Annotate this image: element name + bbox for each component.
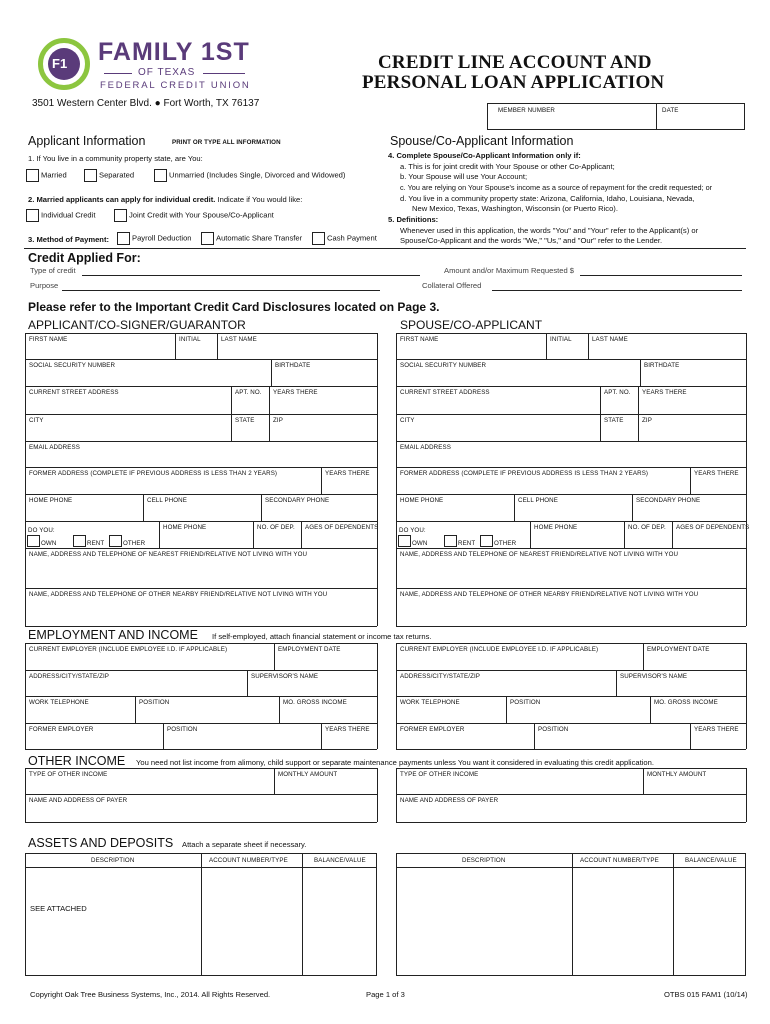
unmarried-label: Unmarried (Includes Single, Divorced and Widowed): [169, 170, 346, 180]
applicant-former-address[interactable]: [25, 467, 321, 494]
spouse-assets-account-header: ACCOUNT NUMBER/TYPE: [580, 857, 659, 864]
spouse-initial[interactable]: [546, 333, 588, 359]
applicant-rent-label: RENT: [87, 540, 105, 547]
def2: Spouse/Co-Applicant and the words "We," "Us," and "Our" refer to the Lender.: [400, 236, 663, 245]
applicant-ages-dep-label: AGES OF DEPENDENTS: [305, 524, 379, 531]
def1: Whenever used in this application, the words "You" and "Your" refer to the Applicant(s) or: [400, 226, 699, 235]
spouse-supervisor[interactable]: [616, 670, 746, 696]
spouse-ages-dep[interactable]: [672, 521, 750, 548]
applicant-supervisor-label: SUPERVISOR'S NAME: [251, 673, 319, 680]
spouse-cell-phone[interactable]: [514, 494, 632, 521]
spouse-heading: SPOUSE/CO-APPLICANT: [400, 318, 543, 332]
applicant-email-label: EMAIL ADDRESS: [29, 444, 80, 451]
applicant-former-position[interactable]: [163, 723, 321, 749]
applicant-other-income-type[interactable]: [25, 768, 274, 794]
spouse-former-position[interactable]: [534, 723, 690, 749]
spouse-supervisor-label: SUPERVISOR'S NAME: [620, 673, 688, 680]
spouse-birthdate-label: BIRTHDATE: [644, 362, 680, 369]
applicant-do-you-label: DO YOU:: [28, 527, 55, 534]
type-of-credit-label: Type of credit: [30, 266, 76, 275]
spouse-secondary-phone[interactable]: [632, 494, 746, 521]
applicant-former-emp-years-label: YEARS THERE: [325, 726, 370, 733]
applicant-initial[interactable]: [175, 333, 217, 359]
page-number: Page 1 of 3: [366, 990, 405, 999]
spouse-other-label: OTHER: [494, 540, 517, 547]
spouse-assets-table[interactable]: [396, 853, 746, 976]
collateral-field[interactable]: [492, 290, 742, 291]
other-income-heading: OTHER INCOME: [28, 754, 126, 768]
spouse-email[interactable]: [396, 441, 746, 467]
applicant-former-years-label: YEARS THERE: [325, 470, 370, 477]
spouse-position-label: POSITION: [510, 699, 541, 706]
logo-badge: [38, 38, 90, 90]
spouse-home-phone-2[interactable]: [530, 521, 624, 548]
spouse-former-position-label: POSITION: [538, 726, 569, 733]
applicant-last-name-label: LAST NAME: [221, 336, 257, 343]
spouse-ages-dep-label: AGES OF DEPENDENTS: [676, 524, 750, 531]
spouse-former-employer[interactable]: [396, 723, 534, 749]
applicant-emp-right-border: [377, 643, 378, 749]
spouse-assets-balance-header: BALANCE/VALUE: [685, 857, 737, 864]
spouse-emp-address[interactable]: [396, 670, 616, 696]
spouse-monthly-amount-label: MONTHLY AMOUNT: [647, 771, 707, 778]
spouse-info-heading: Spouse/Co-Applicant Information: [390, 134, 574, 148]
applicant-former-position-label: POSITION: [167, 726, 198, 733]
applicant-assets-col1: [201, 853, 202, 976]
joint-checkbox[interactable]: [114, 209, 127, 222]
spouse-former-years-label: YEARS THERE: [694, 470, 739, 477]
applicant-home-phone[interactable]: [25, 494, 143, 521]
applicant-position-label: POSITION: [139, 699, 170, 706]
applicant-email[interactable]: [25, 441, 377, 467]
applicant-gross-income-label: MO. GROSS INCOME: [283, 699, 347, 706]
spouse-zip-label: ZIP: [642, 417, 652, 424]
applicant-current-employer-label: CURRENT EMPLOYER (INCLUDE EMPLOYEE I.D. IF APPLICABLE): [29, 646, 228, 653]
employment-note: If self-employed, attach financial statement or income tax returns.: [212, 632, 432, 641]
purpose-label: Purpose: [30, 281, 59, 290]
applicant-former-address-label: FORMER ADDRESS (COMPLETE IF PREVIOUS ADDRESS IS LESS THAN 2 YEARS): [29, 470, 278, 477]
spouse-apt-label: APT. NO.: [604, 389, 631, 396]
married-label: Married: [41, 170, 67, 180]
applicant-street-label: CURRENT STREET ADDRESS: [29, 389, 119, 396]
spouse-other-income-type[interactable]: [396, 768, 643, 794]
type-of-credit-field[interactable]: [82, 275, 420, 276]
unmarried-checkbox[interactable]: [154, 169, 167, 182]
spouse-city-label: CITY: [400, 417, 415, 424]
disclosure-note: Please refer to the Important Credit Card Disclosures located on Page 3.: [28, 300, 440, 314]
applicant-no-dep-label: NO. OF DEP.: [257, 524, 295, 531]
applicant-payer[interactable]: [25, 794, 377, 822]
q5-text: 5. Definitions:: [388, 215, 439, 224]
spouse-other-relative-label: NAME, ADDRESS AND TELEPHONE OF OTHER NEARBY FRIEND/RELATIVE NOT LIVING WITH YOU: [400, 591, 699, 598]
credit-applied-heading: Credit Applied For:: [28, 251, 141, 265]
spouse-grid-bottom-border: [396, 626, 746, 627]
amount-label: Amount and/or Maximum Requested $: [444, 266, 575, 275]
spouse-street[interactable]: [396, 386, 600, 414]
applicant-zip-label: ZIP: [273, 417, 283, 424]
separated-checkbox[interactable]: [84, 169, 97, 182]
spouse-birthdate[interactable]: [640, 359, 746, 386]
spouse-assets-header-line: [396, 867, 746, 868]
applicant-home-phone-label: HOME PHONE: [29, 497, 73, 504]
spouse-initial-label: INITIAL: [550, 336, 572, 343]
spouse-gross-income-label: MO. GROSS INCOME: [654, 699, 718, 706]
q4-d1: d. You live in a community property state: Arizona, California, Idaho, Louisiana, Nevada,: [400, 194, 695, 203]
applicant-assets-balance-header: BALANCE/VALUE: [314, 857, 366, 864]
q4-a: a. This is for joint credit with Your Spouse or other Co-Applicant;: [400, 162, 615, 171]
spouse-former-address[interactable]: [396, 467, 690, 494]
spouse-other-relative[interactable]: [396, 588, 746, 626]
spouse-home-phone-2-label: HOME PHONE: [534, 524, 578, 531]
applicant-ages-dep[interactable]: [301, 521, 377, 548]
applicant-nearest-relative-label: NAME, ADDRESS AND TELEPHONE OF NEAREST FRIEND/RELATIVE NOT LIVING WITH YOU: [29, 551, 308, 558]
spouse-city[interactable]: [396, 414, 600, 441]
logo-badge-text: F1: [52, 56, 68, 71]
applicant-employment-date[interactable]: [274, 643, 377, 670]
applicant-oi-right-border: [377, 768, 378, 822]
individual-checkbox[interactable]: [26, 209, 39, 222]
applicant-ssn-label: SOCIAL SECURITY NUMBER: [29, 362, 116, 369]
applicant-last-name[interactable]: [217, 333, 377, 359]
other-income-note: You need not list income from alimony, child support or separate maintenance payments unless You want it considered in evaluating this credit application.: [136, 758, 654, 767]
spouse-former-years[interactable]: [690, 467, 746, 494]
form-title-line2: PERSONAL LOAN APPLICATION: [362, 72, 665, 93]
applicant-cell-phone-label: CELL PHONE: [147, 497, 187, 504]
spouse-rent-checkbox[interactable]: [444, 535, 457, 547]
applicant-info-heading: Applicant Information: [28, 134, 146, 148]
spouse-zip[interactable]: [638, 414, 746, 441]
applicant-other-label: OTHER: [123, 540, 146, 547]
spouse-gross-income[interactable]: [650, 696, 746, 723]
applicant-monthly-amount[interactable]: [274, 768, 377, 794]
applicant-zip[interactable]: [269, 414, 377, 441]
unmarried-option[interactable]: [154, 169, 345, 182]
applicant-see-attached: SEE ATTACHED: [30, 904, 87, 913]
applicant-secondary-phone-label: SECONDARY PHONE: [265, 497, 330, 504]
spouse-home-phone-label: HOME PHONE: [400, 497, 444, 504]
spouse-years-there-label: YEARS THERE: [642, 389, 687, 396]
spouse-secondary-phone-label: SECONDARY PHONE: [636, 497, 701, 504]
applicant-own-checkbox[interactable]: [27, 535, 40, 547]
amount-field[interactable]: [580, 275, 742, 276]
logo-rule-right: [203, 73, 245, 74]
copyright: Copyright Oak Tree Business Systems, Inc., 2014. All Rights Reserved.: [30, 990, 271, 999]
form-id: OTBS 015 FAM1 (10/14): [664, 990, 748, 999]
spouse-payer[interactable]: [396, 794, 746, 822]
applicant-position[interactable]: [135, 696, 279, 723]
spouse-current-employer[interactable]: [396, 643, 643, 670]
applicant-home-phone-2-label: HOME PHONE: [163, 524, 207, 531]
spouse-cell-phone-label: CELL PHONE: [518, 497, 558, 504]
q4-d2: New Mexico, Texas, Washington, Wisconsin (or Puerto Rico).: [412, 204, 618, 213]
purpose-field[interactable]: [62, 290, 380, 291]
spouse-oi-right-border: [746, 768, 747, 822]
auto-transfer-label: Automatic Share Transfer: [216, 233, 303, 243]
spouse-former-emp-years[interactable]: [690, 723, 746, 749]
cash-label: Cash Payment: [327, 233, 377, 243]
q2-bold: 2. Married applicants can apply for individual credit.: [28, 195, 216, 204]
joint-label: Joint Credit with Your Spouse/Co-Applicant: [129, 210, 274, 220]
spouse-other-checkbox[interactable]: [480, 535, 493, 547]
applicant-rent-checkbox[interactable]: [73, 535, 86, 547]
logo-rule-left: [104, 73, 132, 74]
applicant-secondary-phone[interactable]: [261, 494, 377, 521]
payroll-option[interactable]: [117, 232, 192, 245]
spouse-last-name-label: LAST NAME: [592, 336, 628, 343]
applicant-years-there-label: YEARS THERE: [273, 389, 318, 396]
logo-main: FAMILY 1ST: [98, 38, 250, 66]
spouse-first-name[interactable]: [396, 333, 546, 359]
cash-option[interactable]: [312, 232, 377, 245]
logo-mid: OF TEXAS: [138, 67, 196, 78]
q2-text: [28, 195, 302, 204]
applicant-ssn[interactable]: [25, 359, 271, 386]
employment-heading: EMPLOYMENT AND INCOME: [28, 628, 198, 642]
applicant-emp-address[interactable]: [25, 670, 247, 696]
applicant-state[interactable]: [231, 414, 269, 441]
spouse-other-income-type-label: TYPE OF OTHER INCOME: [400, 771, 479, 778]
applicant-current-employer[interactable]: [25, 643, 274, 670]
spouse-own-checkbox[interactable]: [398, 535, 411, 547]
spouse-employment-date-label: EMPLOYMENT DATE: [647, 646, 710, 653]
spouse-current-employer-label: CURRENT EMPLOYER (INCLUDE EMPLOYEE I.D. IF APPLICABLE): [400, 646, 599, 653]
spouse-assets-description-header: DESCRIPTION: [462, 857, 506, 864]
address: 3501 Western Center Blvd. ● Fort Worth, TX 76137: [32, 98, 260, 109]
applicant-other-checkbox[interactable]: [109, 535, 122, 547]
spouse-assets-col1: [572, 853, 573, 976]
applicant-oi-bottom-border: [25, 822, 377, 823]
applicant-former-employer[interactable]: [25, 723, 163, 749]
spouse-employment-date[interactable]: [643, 643, 746, 670]
applicant-years-there[interactable]: [269, 386, 377, 414]
spouse-email-label: EMAIL ADDRESS: [400, 444, 451, 451]
applicant-employment-date-label: EMPLOYMENT DATE: [278, 646, 341, 653]
member-number-label: MEMBER NUMBER: [498, 107, 555, 114]
spouse-emp-right-border: [746, 643, 747, 749]
married-checkbox[interactable]: [26, 169, 39, 182]
individual-label: Individual Credit: [41, 210, 96, 220]
applicant-assets-col2: [302, 853, 303, 976]
joint-option[interactable]: [114, 209, 274, 222]
spouse-street-label: CURRENT STREET ADDRESS: [400, 389, 490, 396]
q2-rest: Indicate if You would like:: [215, 195, 303, 204]
spouse-nearest-relative[interactable]: [396, 548, 746, 588]
spouse-monthly-amount[interactable]: [643, 768, 746, 794]
applicant-monthly-amount-label: MONTHLY AMOUNT: [278, 771, 338, 778]
spouse-rent-label: RENT: [458, 540, 476, 547]
married-option[interactable]: [26, 169, 67, 182]
applicant-initial-label: INITIAL: [179, 336, 201, 343]
applicant-birthdate-label: BIRTHDATE: [275, 362, 311, 369]
spouse-last-name[interactable]: [588, 333, 746, 359]
applicant-state-label: STATE: [235, 417, 255, 424]
cash-checkbox[interactable]: [312, 232, 325, 245]
applicant-assets-account-header: ACCOUNT NUMBER/TYPE: [209, 857, 288, 864]
form-title-line1: CREDIT LINE ACCOUNT AND: [378, 52, 652, 73]
spouse-emp-address-label: ADDRESS/CITY/STATE/ZIP: [400, 673, 481, 680]
applicant-heading: APPLICANT/CO-SIGNER/GUARANTOR: [28, 318, 246, 332]
spouse-home-phone[interactable]: [396, 494, 514, 521]
applicant-emp-bottom-border: [25, 749, 377, 750]
assets-heading: ASSETS AND DEPOSITS: [28, 836, 174, 850]
spouse-work-phone-label: WORK TELEPHONE: [400, 699, 460, 706]
applicant-assets-description-header: DESCRIPTION: [91, 857, 135, 864]
q4-b: b. Your Spouse will use Your Account;: [400, 172, 528, 181]
applicant-apt-label: APT. NO.: [235, 389, 262, 396]
spouse-former-emp-years-label: YEARS THERE: [694, 726, 739, 733]
payroll-label: Payroll Deduction: [132, 233, 192, 243]
applicant-street[interactable]: [25, 386, 231, 414]
applicant-work-phone-label: WORK TELEPHONE: [29, 699, 89, 706]
spouse-no-dep-label: NO. OF DEP.: [628, 524, 666, 531]
spouse-work-phone[interactable]: [396, 696, 506, 723]
q4-c: c. You are relying on Your Spouse's income as a source of repayment for the credit requested; or: [400, 183, 713, 192]
spouse-state[interactable]: [600, 414, 638, 441]
spouse-former-address-label: FORMER ADDRESS (COMPLETE IF PREVIOUS ADDRESS IS LESS THAN 2 YEARS): [400, 470, 649, 477]
q1-text: 1. If You live in a community property state, are You:: [28, 154, 203, 163]
spouse-ssn-label: SOCIAL SECURITY NUMBER: [400, 362, 487, 369]
applicant-grid-right-border: [377, 333, 378, 626]
spouse-position[interactable]: [506, 696, 650, 723]
applicant-own-label: OWN: [41, 540, 57, 547]
spouse-apt[interactable]: [600, 386, 638, 414]
spouse-nearest-relative-label: NAME, ADDRESS AND TELEPHONE OF NEAREST FRIEND/RELATIVE NOT LIVING WITH YOU: [400, 551, 679, 558]
applicant-apt[interactable]: [231, 386, 269, 414]
spouse-ssn[interactable]: [396, 359, 640, 386]
applicant-other-relative[interactable]: [25, 588, 377, 626]
applicant-emp-address-label: ADDRESS/CITY/STATE/ZIP: [29, 673, 110, 680]
auto-transfer-option[interactable]: [201, 232, 302, 245]
spouse-payer-label: NAME AND ADDRESS OF PAYER: [400, 797, 499, 804]
assets-note: Attach a separate sheet if necessary.: [182, 840, 307, 849]
print-note: PRINT OR TYPE ALL INFORMATION: [172, 139, 281, 146]
applicant-former-employer-label: FORMER EMPLOYER: [29, 726, 94, 733]
applicant-cell-phone[interactable]: [143, 494, 261, 521]
spouse-oi-bottom-border: [396, 822, 746, 823]
spouse-emp-bottom-border: [396, 749, 746, 750]
applicant-no-dep[interactable]: [253, 521, 301, 548]
applicant-former-emp-years[interactable]: [321, 723, 377, 749]
applicant-first-name[interactable]: [25, 333, 175, 359]
auto-transfer-checkbox[interactable]: [201, 232, 214, 245]
applicant-work-phone[interactable]: [25, 696, 135, 723]
collateral-label: Collateral Offered: [422, 281, 482, 290]
applicant-other-relative-label: NAME, ADDRESS AND TELEPHONE OF OTHER NEARBY FRIEND/RELATIVE NOT LIVING WITH YOU: [29, 591, 328, 598]
applicant-supervisor[interactable]: [247, 670, 377, 696]
individual-option[interactable]: [26, 209, 95, 222]
applicant-gross-income[interactable]: [279, 696, 377, 723]
applicant-payer-label: NAME AND ADDRESS OF PAYER: [29, 797, 128, 804]
applicant-other-income-type-label: TYPE OF OTHER INCOME: [29, 771, 108, 778]
spouse-first-name-label: FIRST NAME: [400, 336, 439, 343]
applicant-birthdate[interactable]: [271, 359, 377, 386]
spouse-state-label: STATE: [604, 417, 624, 424]
separated-label: Separated: [99, 170, 135, 180]
date-label: DATE: [662, 107, 679, 114]
q4-text: 4. Complete Spouse/Co-Applicant Information only if:: [388, 151, 581, 160]
logo: [38, 38, 258, 96]
separated-option[interactable]: [84, 169, 134, 182]
spouse-no-dep[interactable]: [624, 521, 672, 548]
applicant-first-name-label: FIRST NAME: [29, 336, 68, 343]
payroll-checkbox[interactable]: [117, 232, 130, 245]
spouse-grid-right-border: [746, 333, 747, 626]
applicant-grid-bottom-border: [25, 626, 377, 627]
applicant-former-years[interactable]: [321, 467, 377, 494]
applicant-city-label: CITY: [29, 417, 44, 424]
applicant-city[interactable]: [25, 414, 231, 441]
spouse-former-employer-label: FORMER EMPLOYER: [400, 726, 465, 733]
applicant-home-phone-2[interactable]: [159, 521, 253, 548]
applicant-nearest-relative[interactable]: [25, 548, 377, 588]
spouse-own-label: OWN: [412, 540, 428, 547]
logo-sub: FEDERAL CREDIT UNION: [100, 80, 251, 91]
spouse-assets-col2: [673, 853, 674, 976]
spouse-do-you-label: DO YOU:: [399, 527, 426, 534]
q3-text: 3. Method of Payment:: [28, 235, 110, 244]
spouse-years-there[interactable]: [638, 386, 746, 414]
